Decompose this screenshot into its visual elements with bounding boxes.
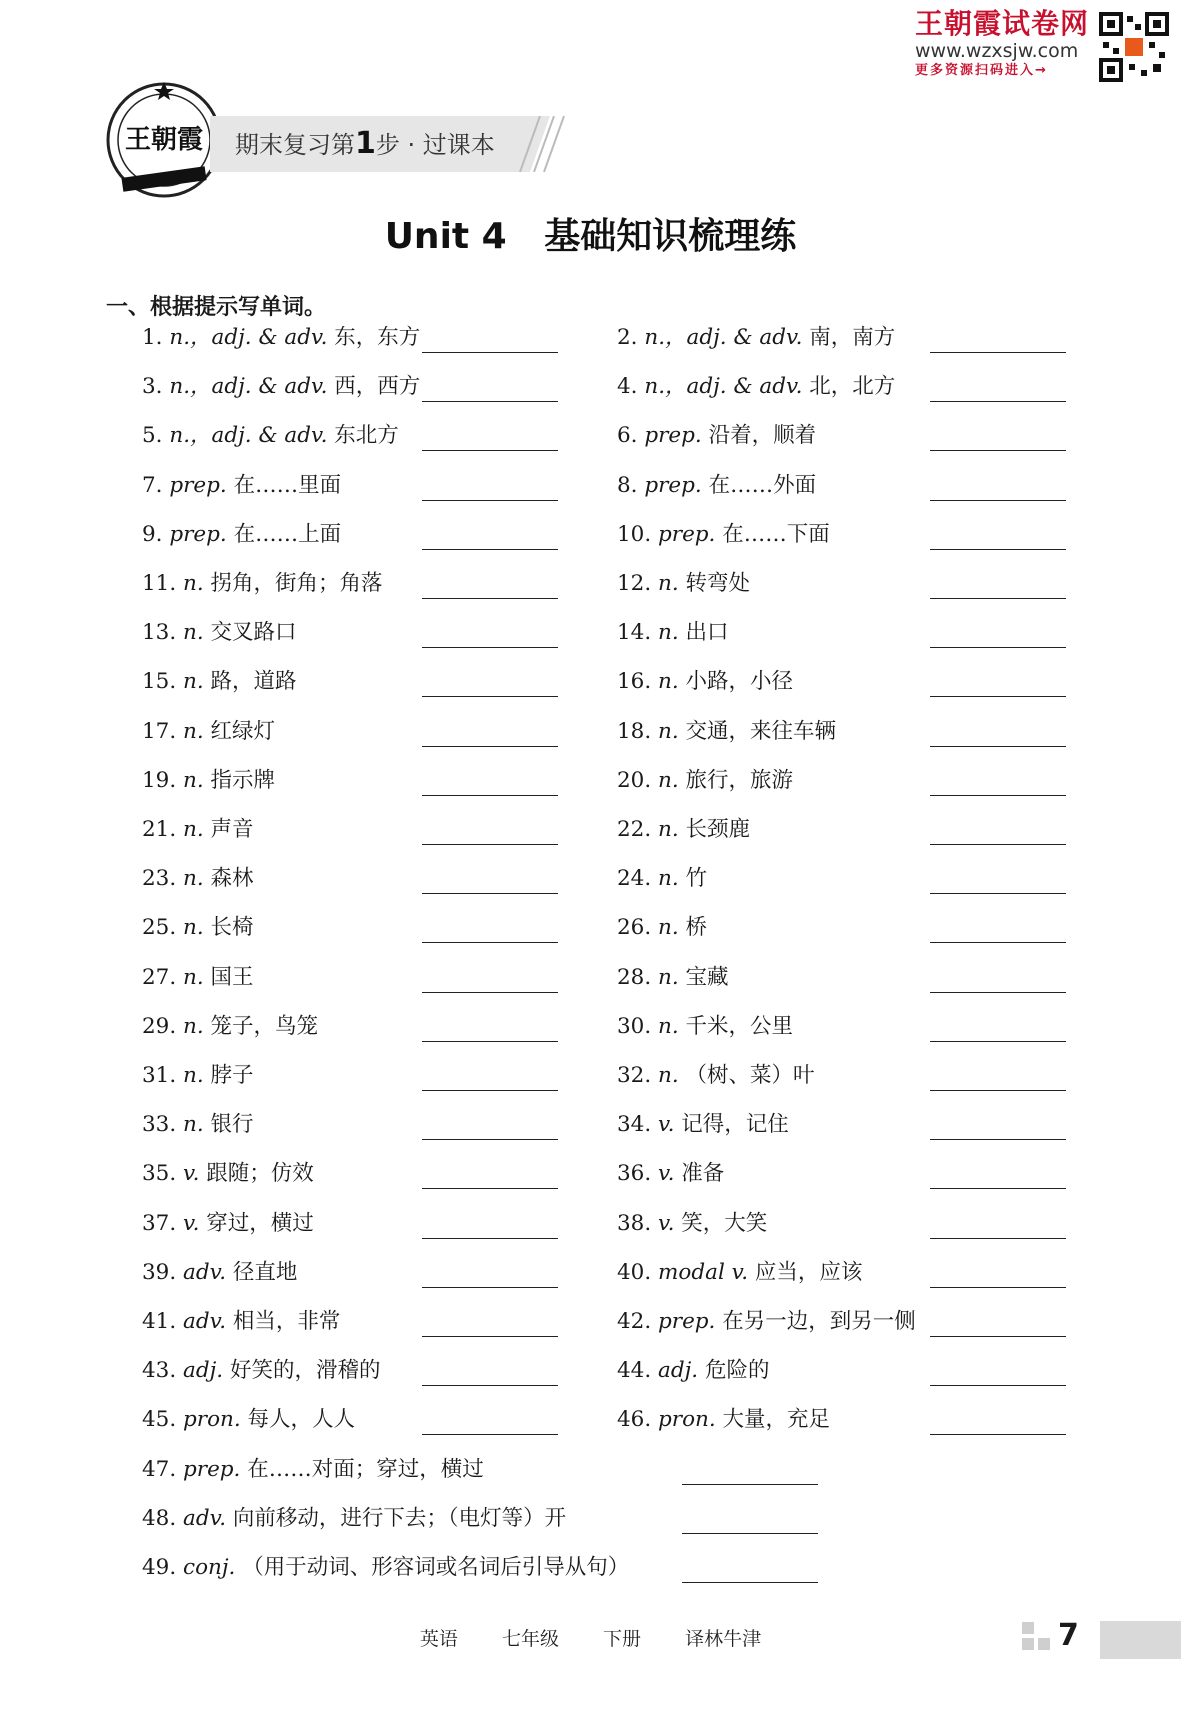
banner-suffix: 步 · 过课本: [375, 131, 495, 159]
item-meaning: 穿过，横过: [206, 1210, 314, 1236]
item-meaning: 红绿灯: [210, 718, 276, 744]
qr-code-icon: [1099, 12, 1169, 82]
item-number: 11.: [142, 571, 184, 596]
item-number: 43.: [142, 1358, 184, 1384]
answer-blank[interactable]: [422, 942, 558, 943]
logo-text: 王朝霞: [124, 125, 204, 155]
list-item: [617, 1159, 724, 1189]
item-part-of-speech: n.，adj. & adv.: [644, 374, 810, 400]
footer-grade: 七年级: [501, 1628, 559, 1650]
item-number: 29.: [142, 1013, 184, 1039]
item-part-of-speech: n.: [658, 1013, 686, 1039]
page-number: 7: [1058, 1618, 1079, 1653]
list-item: [142, 1455, 484, 1485]
list-item: [617, 1209, 767, 1239]
item-part-of-speech: n.，adj. & adv.: [644, 325, 810, 350]
answer-blank[interactable]: [422, 352, 558, 353]
answer-blank[interactable]: [930, 1385, 1066, 1386]
list-item: [617, 1307, 916, 1337]
item-meaning: 在……对面；穿过，横过: [247, 1456, 484, 1482]
answer-blank[interactable]: [422, 1188, 558, 1189]
list-item: [617, 372, 895, 402]
answer-blank[interactable]: [930, 1139, 1066, 1140]
item-number: 4.: [617, 374, 645, 400]
list-item: [617, 1110, 789, 1140]
item-part-of-speech: prep.: [658, 521, 723, 547]
list-item: [142, 1553, 629, 1583]
item-number: 3.: [142, 374, 170, 400]
item-meaning: 旅行，旅游: [685, 767, 794, 793]
item-number: 34.: [617, 1112, 659, 1138]
item-part-of-speech: prep.: [644, 472, 709, 498]
item-number: 21.: [142, 817, 184, 842]
section-heading: 一、根据提示写单词。: [106, 295, 327, 320]
list-item: [142, 1258, 297, 1288]
item-part-of-speech: prep.: [169, 472, 234, 498]
list-item: [142, 717, 275, 747]
item-meaning: 东北方: [334, 423, 399, 449]
list-item: [142, 1356, 380, 1386]
list-item: [142, 471, 341, 501]
list-item: [142, 667, 297, 697]
list-item: [142, 815, 254, 845]
item-part-of-speech: n.: [183, 915, 211, 941]
answer-blank[interactable]: [930, 1238, 1066, 1239]
item-number: 44.: [617, 1358, 659, 1384]
item-meaning: 声音: [210, 817, 254, 842]
item-part-of-speech: n.: [658, 915, 686, 941]
list-item: [617, 569, 750, 599]
answer-blank[interactable]: [422, 1139, 558, 1140]
item-meaning: 竹: [685, 866, 708, 892]
list-item: [142, 1061, 254, 1091]
item-meaning: 径直地: [232, 1259, 298, 1285]
item-number: 45.: [142, 1407, 184, 1433]
item-part-of-speech: n.: [183, 1063, 211, 1088]
list-item: [617, 421, 816, 451]
item-number: 7.: [142, 472, 170, 498]
list-item: [617, 766, 793, 796]
item-part-of-speech: n.: [183, 964, 211, 990]
item-number: 27.: [142, 964, 184, 990]
answer-blank[interactable]: [930, 844, 1066, 845]
answer-blank[interactable]: [422, 500, 558, 501]
item-part-of-speech: adv.: [183, 1505, 233, 1531]
list-item: [142, 963, 254, 993]
answer-blank[interactable]: [930, 598, 1066, 599]
list-item: [142, 766, 275, 796]
page-bar: [1100, 1621, 1181, 1659]
item-part-of-speech: prep.: [183, 1456, 248, 1482]
item-number: 18.: [617, 718, 659, 744]
item-meaning: 宝藏: [685, 964, 729, 990]
item-number: 33.: [142, 1112, 184, 1138]
answer-blank[interactable]: [422, 1090, 558, 1091]
item-number: 40.: [617, 1259, 659, 1285]
answer-blank[interactable]: [422, 696, 558, 697]
answer-blank[interactable]: [930, 893, 1066, 894]
item-meaning: 出口: [685, 620, 729, 646]
banner-step: 1: [355, 126, 376, 161]
brand-tagline: 更多资源扫码进入→: [914, 63, 1048, 78]
item-number: 14.: [617, 620, 659, 646]
item-meaning: 在……下面: [722, 521, 830, 547]
item-part-of-speech: v.: [183, 1161, 207, 1187]
item-number: 48.: [142, 1505, 184, 1531]
item-meaning: 在……上面: [233, 521, 342, 547]
item-number: 42.: [617, 1309, 659, 1334]
item-part-of-speech: n.: [183, 669, 211, 695]
item-part-of-speech: n.: [183, 767, 211, 793]
item-meaning: 脖子: [210, 1063, 254, 1088]
item-part-of-speech: n.: [658, 620, 686, 646]
item-meaning: 西，西方: [334, 374, 421, 400]
footer-volume: 下册: [603, 1628, 642, 1650]
item-part-of-speech: v.: [658, 1112, 682, 1138]
item-part-of-speech: n.: [183, 1112, 211, 1138]
brand-header: [915, 8, 1089, 80]
answer-blank[interactable]: [930, 401, 1066, 402]
item-part-of-speech: n.: [658, 718, 686, 744]
item-number: 13.: [142, 620, 184, 646]
item-number: 6.: [617, 423, 645, 449]
list-item: [617, 913, 707, 943]
list-item: [617, 1012, 793, 1042]
answer-blank[interactable]: [422, 549, 558, 550]
item-part-of-speech: modal v.: [658, 1259, 755, 1285]
answer-blank[interactable]: [930, 795, 1066, 796]
item-number: 8.: [617, 472, 645, 498]
item-part-of-speech: n.: [658, 571, 686, 596]
item-meaning: 指示牌: [210, 767, 276, 793]
item-number: 38.: [617, 1210, 659, 1236]
answer-blank[interactable]: [422, 795, 558, 796]
list-item: [142, 913, 254, 943]
answer-blank[interactable]: [682, 1582, 818, 1583]
banner-text: [235, 125, 495, 164]
item-number: 23.: [142, 866, 184, 892]
item-number: 10.: [617, 521, 659, 547]
item-meaning: 银行: [210, 1112, 254, 1138]
answer-blank[interactable]: [930, 647, 1066, 648]
item-part-of-speech: n.，adj. & adv.: [169, 374, 335, 400]
page-marker: [1022, 1638, 1034, 1650]
item-part-of-speech: prep.: [644, 423, 709, 449]
brand-logo: [104, 80, 224, 200]
answer-blank[interactable]: [930, 992, 1066, 993]
page-marker: [1038, 1638, 1050, 1650]
item-meaning: 交叉路口: [210, 620, 297, 646]
item-number: 15.: [142, 669, 184, 695]
answer-blank[interactable]: [930, 696, 1066, 697]
item-part-of-speech: conj.: [183, 1555, 243, 1580]
list-item: [142, 1209, 314, 1239]
item-meaning: 沿着，顺着: [708, 423, 817, 449]
item-meaning: 在另一边，到另一侧: [722, 1309, 916, 1334]
item-meaning: 长椅: [210, 915, 254, 941]
item-number: 2.: [617, 325, 645, 350]
item-part-of-speech: n.，adj. & adv.: [169, 423, 335, 449]
list-item: [617, 618, 729, 648]
list-item: [617, 323, 895, 353]
item-part-of-speech: pron.: [183, 1407, 248, 1433]
list-item: [142, 1012, 318, 1042]
answer-blank[interactable]: [422, 401, 558, 402]
answer-blank[interactable]: [930, 1090, 1066, 1091]
list-item: [142, 1110, 254, 1140]
item-number: 36.: [617, 1161, 659, 1187]
answer-blank[interactable]: [930, 1041, 1066, 1042]
item-number: 1.: [142, 325, 170, 350]
list-item: [142, 372, 420, 402]
item-meaning: 向前移动，进行下去；（电灯等）开: [232, 1505, 567, 1531]
item-number: 37.: [142, 1210, 184, 1236]
item-meaning: 桥: [685, 915, 708, 941]
item-number: 47.: [142, 1456, 184, 1482]
item-meaning: 千米，公里: [685, 1013, 794, 1039]
item-part-of-speech: n.: [658, 669, 686, 695]
answer-blank[interactable]: [930, 1188, 1066, 1189]
list-item: [142, 1504, 566, 1534]
item-meaning: 交通，来往车辆: [685, 718, 837, 744]
item-meaning: 好笑的，滑稽的: [229, 1358, 381, 1384]
footer-edition: 译林牛津: [685, 1628, 762, 1650]
item-number: 5.: [142, 423, 170, 449]
brand-name: 王朝霞试卷网: [914, 7, 1089, 40]
item-meaning: 大量，充足: [722, 1407, 831, 1433]
item-meaning: 危险的: [704, 1358, 770, 1384]
list-item: [617, 864, 707, 894]
item-number: 16.: [617, 669, 659, 695]
item-part-of-speech: n.: [183, 718, 211, 744]
answer-blank[interactable]: [682, 1484, 818, 1485]
answer-blank[interactable]: [930, 1434, 1066, 1435]
list-item: [617, 1258, 862, 1288]
item-part-of-speech: n.: [183, 571, 211, 596]
item-part-of-speech: adv.: [183, 1259, 233, 1285]
answer-blank[interactable]: [930, 1287, 1066, 1288]
answer-blank[interactable]: [930, 746, 1066, 747]
answer-blank[interactable]: [422, 647, 558, 648]
item-meaning: 应当，应该: [754, 1259, 863, 1285]
item-part-of-speech: n.: [658, 866, 686, 892]
item-number: 28.: [617, 964, 659, 990]
item-number: 25.: [142, 915, 184, 941]
item-number: 19.: [142, 767, 184, 793]
list-item: [617, 963, 729, 993]
list-item: [617, 1061, 815, 1091]
item-meaning: 国王: [210, 964, 254, 990]
list-item: [142, 569, 383, 599]
item-part-of-speech: n.: [658, 964, 686, 990]
answer-blank[interactable]: [422, 1287, 558, 1288]
item-part-of-speech: n.: [658, 817, 686, 842]
item-meaning: 笑，大笑: [681, 1210, 768, 1236]
item-number: 9.: [142, 521, 170, 547]
list-item: [142, 618, 297, 648]
item-meaning: 小路，小径: [685, 669, 794, 695]
answer-blank[interactable]: [930, 549, 1066, 550]
answer-blank[interactable]: [422, 893, 558, 894]
item-meaning: 北，北方: [809, 374, 896, 400]
item-meaning: （树、菜）叶: [685, 1063, 815, 1088]
item-part-of-speech: n.: [658, 767, 686, 793]
item-meaning: 准备: [681, 1161, 725, 1187]
item-number: 26.: [617, 915, 659, 941]
item-meaning: 东，东方: [334, 325, 421, 350]
answer-blank[interactable]: [422, 1041, 558, 1042]
item-part-of-speech: n.: [658, 1063, 686, 1088]
item-number: 32.: [617, 1063, 659, 1088]
page-marker: [1022, 1622, 1034, 1634]
item-meaning: 相当，非常: [232, 1309, 341, 1334]
item-meaning: 在……里面: [233, 472, 342, 498]
item-number: 24.: [617, 866, 659, 892]
item-number: 17.: [142, 718, 184, 744]
list-item: [617, 1356, 769, 1386]
item-number: 35.: [142, 1161, 184, 1187]
list-item: [142, 1307, 340, 1337]
item-part-of-speech: prep.: [658, 1309, 723, 1334]
list-item: [617, 471, 816, 501]
item-meaning: 转弯处: [685, 571, 751, 596]
item-number: 22.: [617, 817, 659, 842]
item-part-of-speech: n.: [183, 620, 211, 646]
answer-blank[interactable]: [422, 598, 558, 599]
list-item: [142, 1159, 314, 1189]
item-number: 30.: [617, 1013, 659, 1039]
answer-blank[interactable]: [422, 1385, 558, 1386]
item-part-of-speech: n.: [183, 1013, 211, 1039]
item-number: 20.: [617, 767, 659, 793]
answer-blank[interactable]: [422, 844, 558, 845]
list-item: [142, 1405, 355, 1435]
page-title: Unit 4 基础知识梳理练: [384, 216, 797, 257]
list-item: [142, 421, 399, 451]
footer-subject: 英语: [419, 1628, 458, 1650]
item-part-of-speech: v.: [183, 1210, 207, 1236]
item-part-of-speech: v.: [658, 1161, 682, 1187]
answer-blank[interactable]: [682, 1533, 818, 1534]
item-part-of-speech: n.: [183, 817, 211, 842]
item-meaning: 南，南方: [809, 325, 896, 350]
item-part-of-speech: adv.: [183, 1309, 233, 1334]
answer-blank[interactable]: [422, 992, 558, 993]
item-meaning: 森林: [210, 866, 254, 892]
answer-blank[interactable]: [930, 942, 1066, 943]
answer-blank[interactable]: [930, 352, 1066, 353]
answer-blank[interactable]: [930, 450, 1066, 451]
list-item: [617, 1405, 830, 1435]
list-item: [142, 323, 420, 353]
item-part-of-speech: pron.: [658, 1407, 723, 1433]
item-number: 31.: [142, 1063, 184, 1088]
item-part-of-speech: v.: [658, 1210, 682, 1236]
item-number: 12.: [617, 571, 659, 596]
item-meaning: 拐角，街角；角落: [210, 571, 383, 596]
item-meaning: 路，道路: [210, 669, 297, 695]
list-item: [617, 717, 836, 747]
item-part-of-speech: prep.: [169, 521, 234, 547]
list-item: [617, 520, 830, 550]
list-item: [142, 864, 254, 894]
answer-blank[interactable]: [422, 1336, 558, 1337]
item-meaning: 长颈鹿: [685, 817, 751, 842]
item-number: 41.: [142, 1309, 184, 1334]
item-part-of-speech: n.，adj. & adv.: [169, 325, 335, 350]
answer-blank[interactable]: [422, 450, 558, 451]
banner-prefix: 期末复习第: [235, 131, 355, 159]
answer-blank[interactable]: [422, 1434, 558, 1435]
list-item: [617, 667, 793, 697]
item-number: 39.: [142, 1259, 184, 1285]
brand-url: www.wzxsjw.com: [914, 40, 1079, 62]
item-number: 46.: [617, 1407, 659, 1433]
item-part-of-speech: n.: [183, 866, 211, 892]
item-meaning: （用于动词、形容词或名词后引导从句）: [242, 1555, 630, 1580]
answer-blank[interactable]: [422, 746, 558, 747]
item-meaning: 每人，人人: [247, 1407, 356, 1433]
item-meaning: 记得，记住: [681, 1112, 789, 1138]
answer-blank[interactable]: [930, 500, 1066, 501]
list-item: [142, 520, 341, 550]
list-item: [617, 815, 750, 845]
item-part-of-speech: adj.: [183, 1358, 230, 1384]
item-meaning: 笼子，鸟笼: [210, 1013, 319, 1039]
footer: [0, 1624, 1181, 1651]
answer-blank[interactable]: [422, 1238, 558, 1239]
answer-blank[interactable]: [930, 1336, 1066, 1337]
item-meaning: 在……外面: [708, 472, 817, 498]
item-part-of-speech: adj.: [658, 1358, 705, 1384]
item-meaning: 跟随；仿效: [206, 1161, 314, 1187]
item-number: 49.: [142, 1555, 184, 1580]
